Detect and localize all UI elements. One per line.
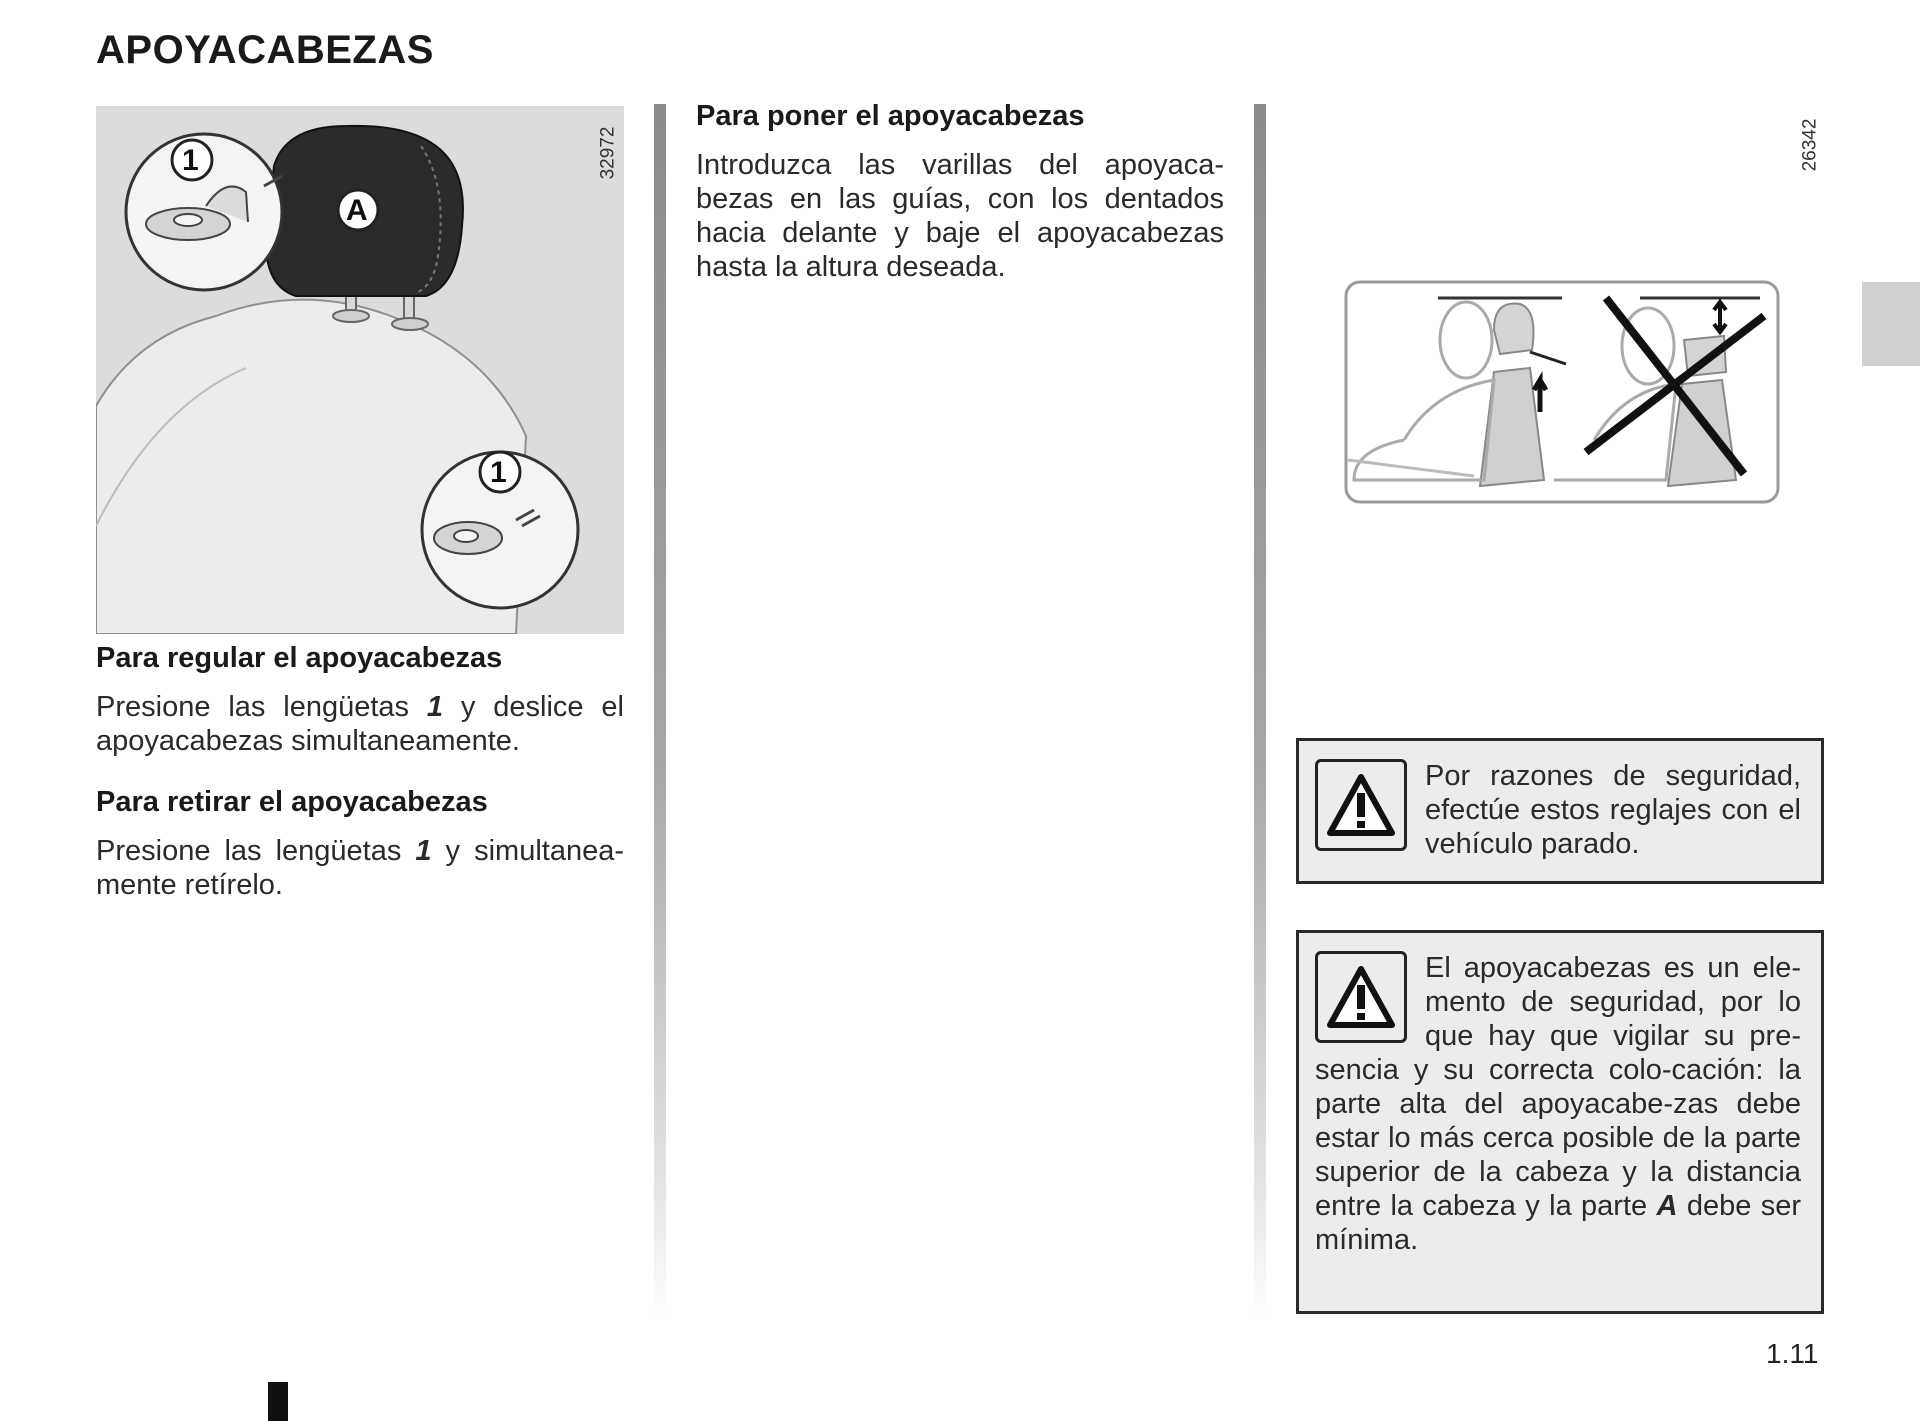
heading-regular: Para regular el apoyacabezas <box>96 642 503 674</box>
callout-label-1-bottom: 1 <box>490 456 507 489</box>
callout-label-1-top: 1 <box>182 144 199 177</box>
ref-1: 1 <box>415 835 432 867</box>
warning-text-settings: Por razones de seguridad, efectúe estos reglajes con el vehículo parado. <box>1425 760 1801 860</box>
warning-box-settings <box>1296 738 1824 884</box>
headrest-illustration <box>96 106 624 634</box>
page-number: 1.11 <box>1766 1338 1819 1369</box>
text-retirar: Presione las lengüetas 1 y simultanea-mente retírelo. <box>96 835 624 901</box>
heading-retirar: Para retirar el apoyacabezas <box>96 786 488 818</box>
column-divider <box>1254 104 1266 1316</box>
ref-a: A <box>1656 1190 1678 1222</box>
column-divider <box>654 104 666 1316</box>
chapter-tab <box>1862 282 1920 366</box>
heading-poner: Para poner el apoyacabezas <box>696 100 1085 132</box>
warning-triangle-icon <box>1315 759 1407 851</box>
warning-text-safety: El apoyacabezas es un ele-mento de seguridad, por lo que hay que vigilar su pre-sencia y su correcta colo-cación: la parte alta del apoyacabe-zas debe estar lo más cerca posible de la parte superior de la cabeza y la distancia entre la cabeza y la parte A debe ser mínima. <box>1315 952 1801 1256</box>
headrest-figure <box>96 106 624 634</box>
callout-label-a: A <box>346 194 368 227</box>
headrest-position-diagram <box>1344 280 1780 504</box>
figure-code: 32972 <box>597 126 619 180</box>
text-regular: Presione las lengüetas 1 y deslice el apoyacabezas simultaneamente. <box>96 691 624 757</box>
page-title: APOYACABEZAS <box>96 28 434 72</box>
figure-code: 26342 <box>1799 118 1821 172</box>
print-mark <box>268 1382 288 1421</box>
headrest-position-figure <box>1344 280 1780 504</box>
warning-box-safety <box>1296 930 1824 1314</box>
text-poner: Introduzca las varillas del apoyaca-bezas en las guías, con los dentados hacia delante y baje el apoyacabezas hasta la altura deseada. <box>696 149 1224 283</box>
warning-triangle-icon <box>1315 951 1407 1043</box>
ref-1: 1 <box>426 691 444 723</box>
